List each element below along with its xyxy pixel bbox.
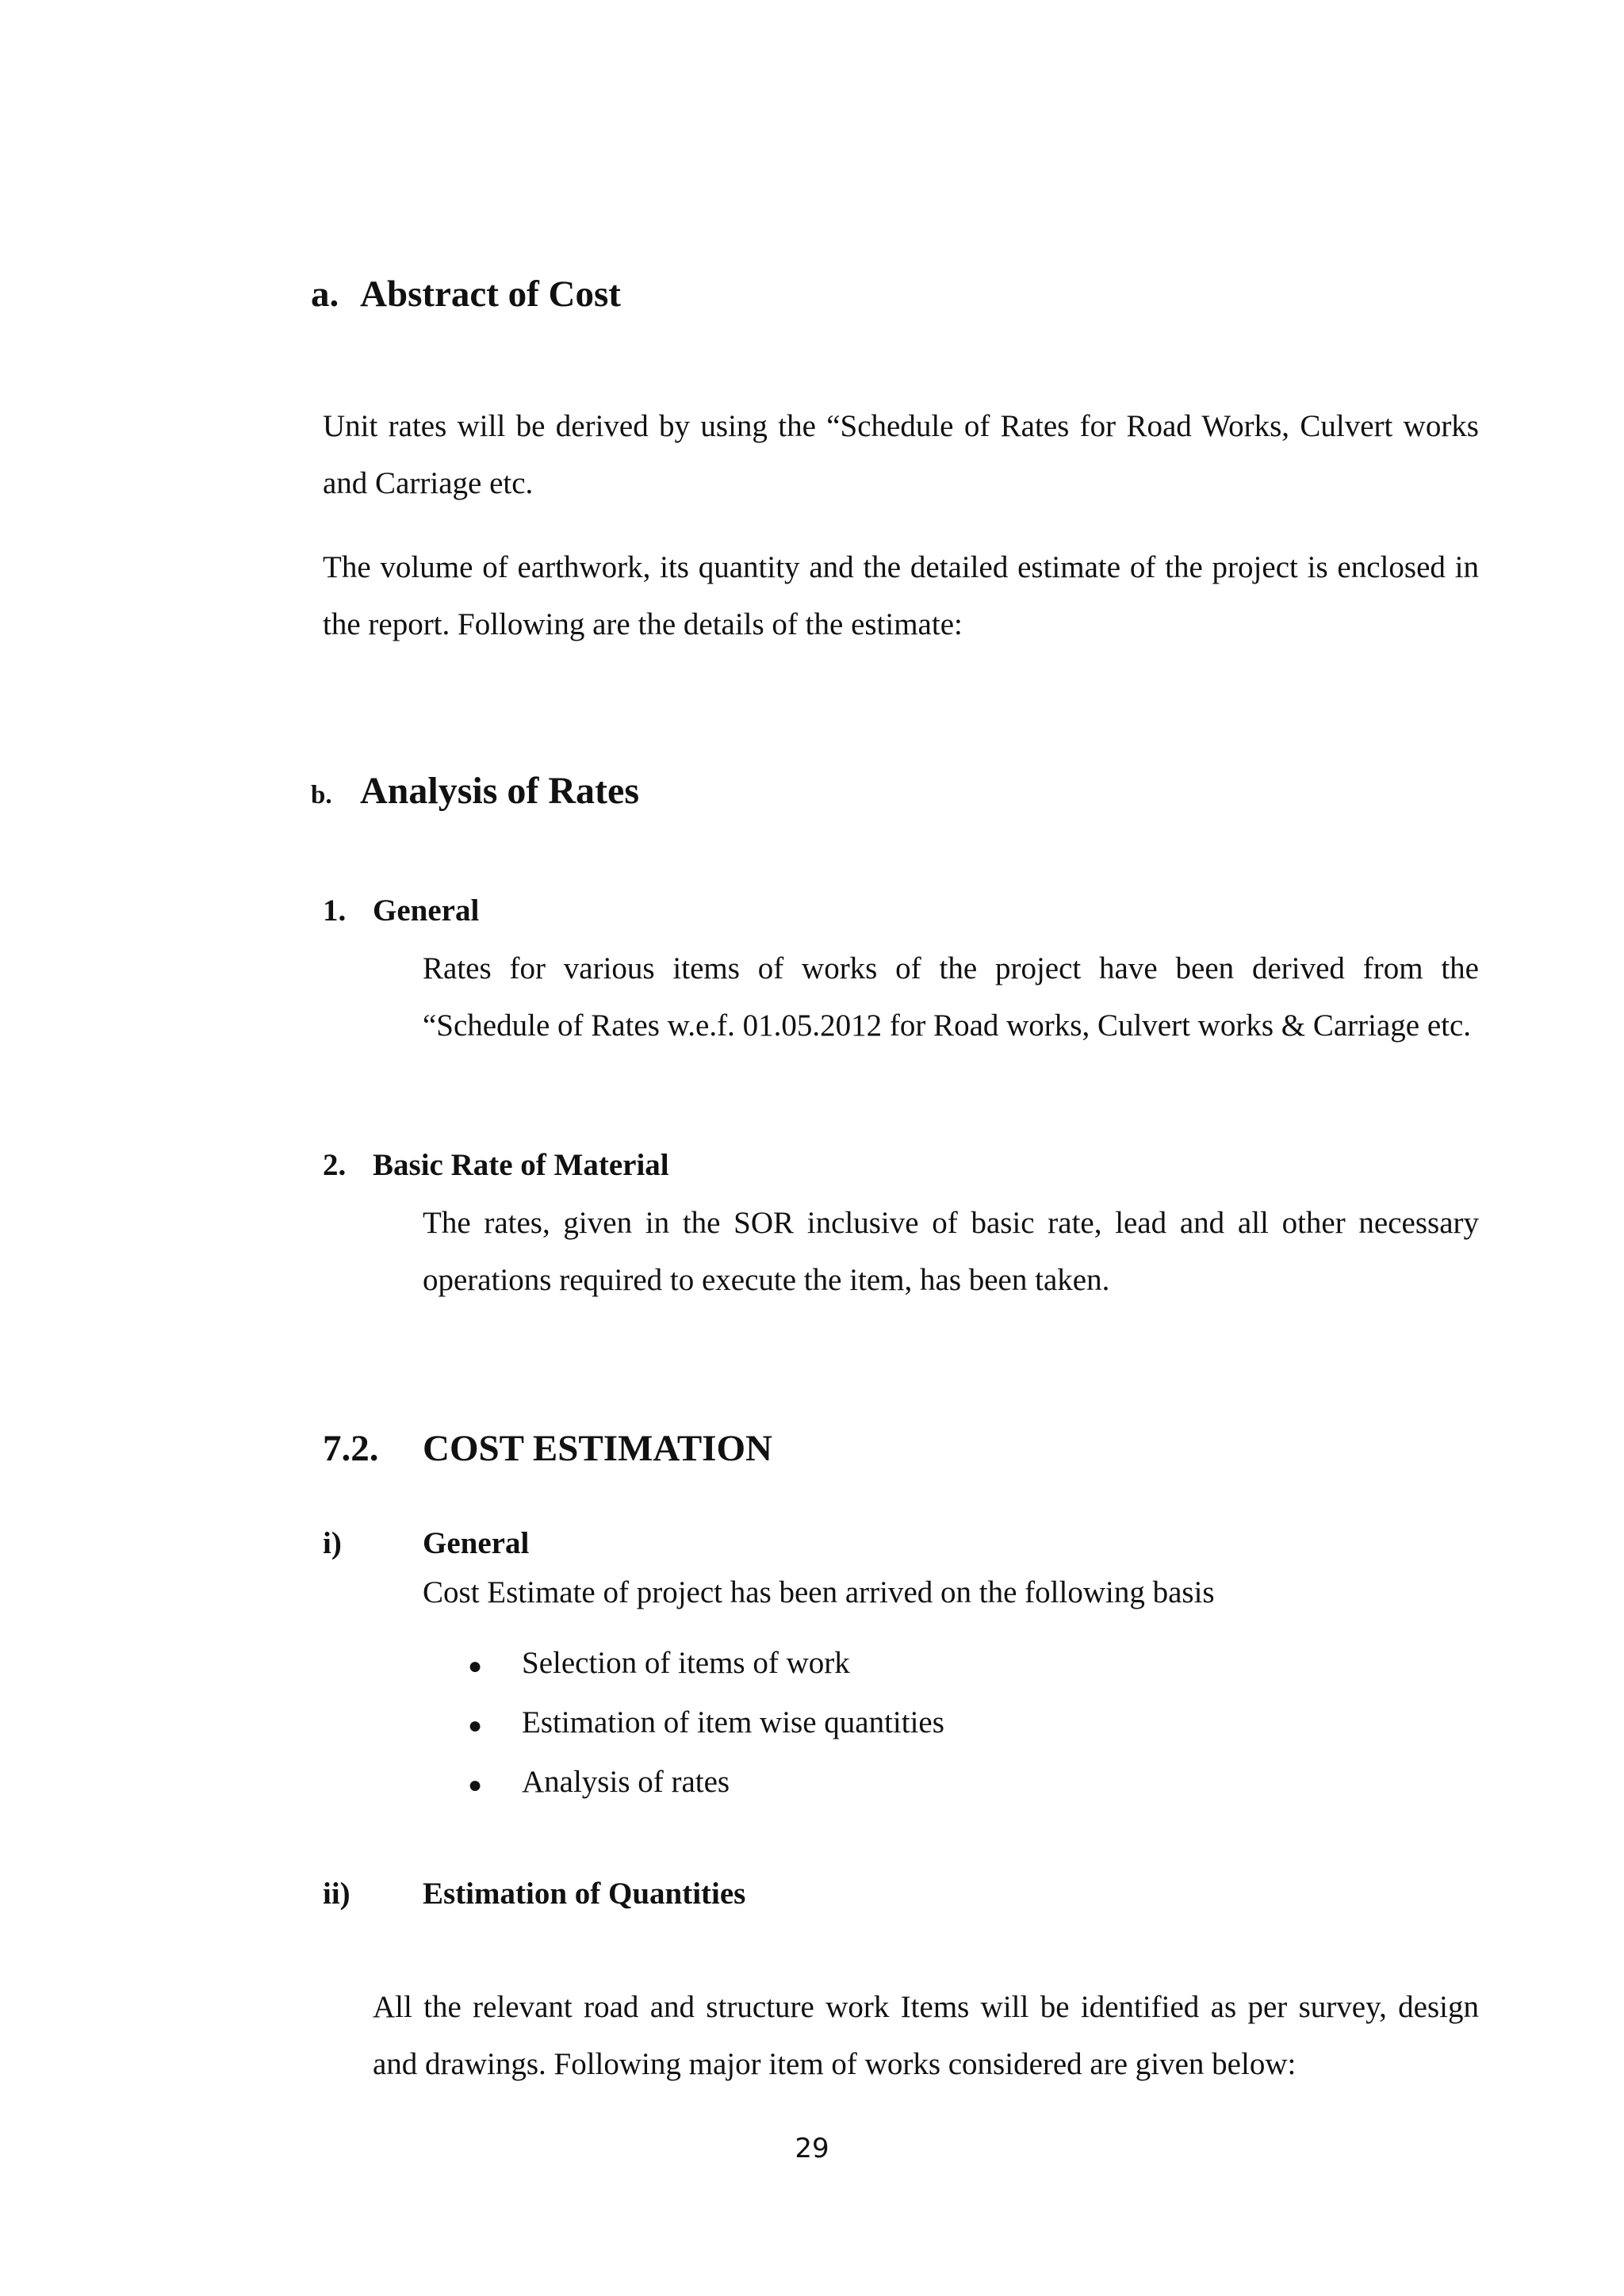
general-title: General [373, 894, 480, 928]
section-b-heading [311, 769, 639, 813]
section-a-paragraph-2: The volume of earthwork, its quantity and the detailed estimate of the project is enclosed in the report. Following are the details of the estimate: [323, 550, 1479, 641]
bullet-icon: ● [468, 1652, 483, 1679]
general-paragraph: Rates for various items of works of the project have been derived from the “Schedule of Rates w.e.f. 01.05.2012 for Road works, Culvert works & Carriage etc. [423, 951, 1479, 1043]
section-b-title: Analysis of Rates [360, 770, 640, 812]
list-item [468, 1633, 944, 1693]
section-b-marker: b. [311, 781, 332, 809]
quantities-paragraph: All the relevant road and structure work Items will be identified as per survey, design and drawings. Following major item of works considered are given below: [373, 1990, 1479, 2081]
section-a-paragraph-1: Unit rates will be derived by using the “Schedule of Rates for Road Works, Culvert works and Carriage etc. [323, 409, 1479, 500]
section-a-marker: a. [311, 274, 339, 315]
bullet-icon: ● [468, 1771, 483, 1798]
list-item-text: Analysis of rates [522, 1765, 730, 1799]
bullet-icon: ● [468, 1712, 483, 1739]
list-item-text: Estimation of item wise quantities [522, 1705, 944, 1739]
ce-general-title: General [423, 1526, 530, 1560]
quantities-subheading [323, 1876, 745, 1911]
ce-general-intro: Cost Estimate of project has been arrived on the following basis [423, 1575, 1215, 1609]
ce-general-number: i) [323, 1526, 342, 1560]
basis-list [468, 1633, 944, 1812]
page-number: 29 [795, 2133, 829, 2164]
list-item-text: Selection of items of work [522, 1646, 850, 1680]
section-a-title: Abstract of Cost [360, 274, 621, 315]
cost-estimation-title: COST ESTIMATION [423, 1428, 772, 1469]
basic-rate-title: Basic Rate of Material [373, 1148, 669, 1182]
cost-estimation-number: 7.2. [323, 1428, 379, 1469]
basic-rate-subheading [323, 1147, 669, 1183]
ce-general-subheading [323, 1525, 529, 1561]
list-item [468, 1752, 944, 1812]
section-a-heading [311, 273, 621, 316]
basic-rate-number: 2. [323, 1148, 347, 1182]
general-number: 1. [323, 894, 347, 928]
general-subheading [323, 893, 479, 928]
cost-estimation-heading [323, 1427, 772, 1470]
quantities-title: Estimation of Quantities [423, 1877, 746, 1911]
list-item [468, 1693, 944, 1752]
basic-rate-paragraph: The rates, given in the SOR inclusive of basic rate, lead and all other necessary operations required to execute the item, has been taken. [423, 1206, 1479, 1297]
quantities-number: ii) [323, 1877, 350, 1911]
